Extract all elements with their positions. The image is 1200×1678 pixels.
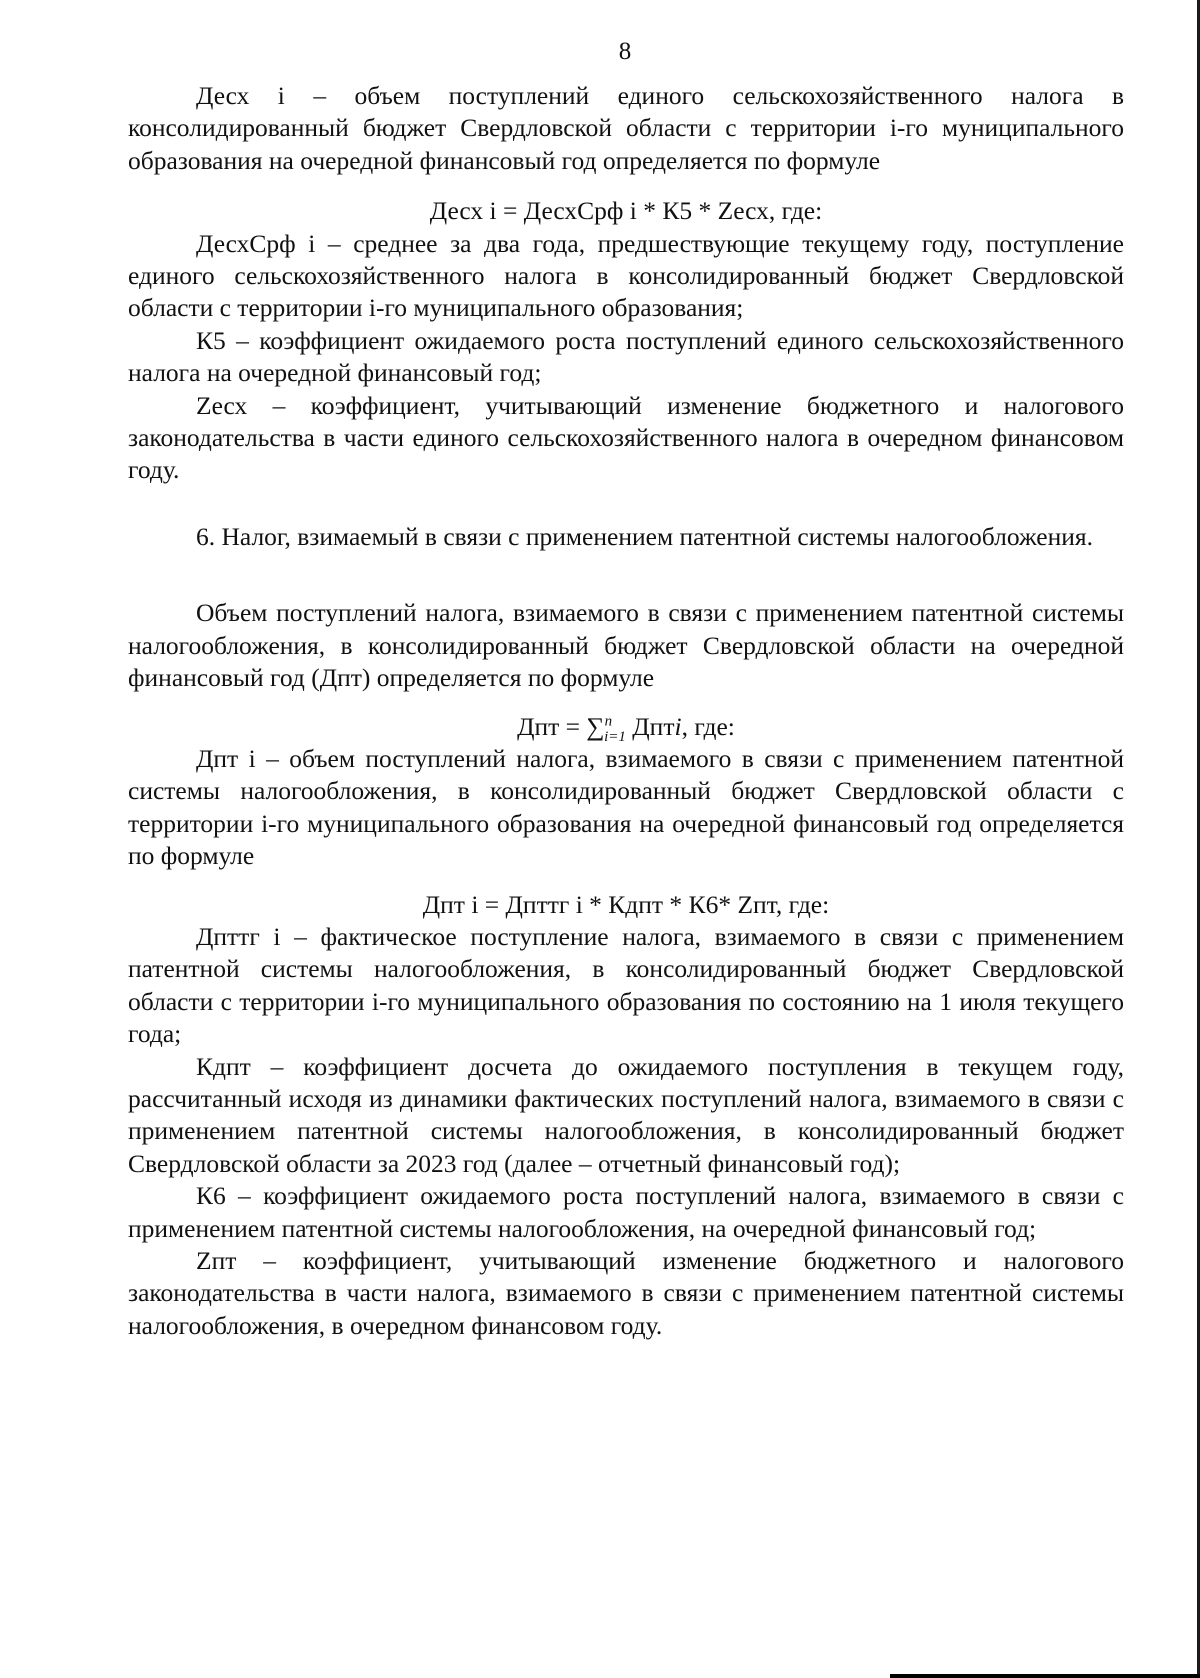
formula-desh: Десх i = ДесхСрф i * К5 * Zесх, где: <box>429 196 823 226</box>
scan-bottom-edge <box>890 1674 1200 1678</box>
formula-dpt-sum-term: Дпт <box>632 711 675 741</box>
paragraph-dpt-volume: Объем поступлений налога, взимаемого в связи с применением патентной системы налогообложения, в консолидированный бюджет Свердловской области на очередной финансовый год (Дпт) определяется по формуле <box>128 598 1124 693</box>
document-body <box>128 80 1124 1342</box>
paragraph-dpttg-definition: Дпттг i – фактическое поступление налога, взимаемого в связи с применением патентной системы налогообложения, в консолидированный бюджет Свердловской области с территории i-го муниципального образования по состоянию на 1 июля текущего года; <box>128 921 1124 1049</box>
formula-dpt-sum-sigma: ∑ <box>586 711 605 741</box>
formula-dpt-i: Дпт i = Дпттг i * Кдпт * К6* Zпт, где: <box>422 889 830 919</box>
paragraph-desh-definition: Десх i – объем поступлений единого сельскохозяйственного налога в консолидированный бюджет Свердловской области с территории i-го муниципального образования на очередной финансовый год определяется по формуле <box>128 81 1124 175</box>
paragraph-zesh-definition: Zесх – коэффициент, учитывающий изменение бюджетного и налогового законодательства в части единого сельскохозяйственного налога в очередном финансовом году. <box>128 390 1124 485</box>
formula-dpt-sum-index: i <box>674 711 682 741</box>
formula-dpt-sum-tail: , где: <box>681 711 735 741</box>
paragraph-dpt-i-definition: Дпт i – объем поступлений налога, взимаемого в связи с применением патентной системы налогообложения, в консолидированный бюджет Свердловской области с территории i-го муниципального образования на очередной финансовый год определяется по формуле <box>128 743 1124 871</box>
formula-dpt-sum-upper: n <box>604 713 613 729</box>
paragraph-kdpt-definition: Кдпт – коэффициент досчета до ожидаемого поступления в текущем году, рассчитанный исходя из динамики фактических поступлений налога, взимаемого в связи с применением патентной системы налогообложения, в консолидированный бюджет Свердловской области за 2023 год (далее – отчетный финансовый год); <box>128 1051 1124 1178</box>
paragraph-deshsrf-definition: ДесхСрф i – среднее за два года, предшествующие текущему году, поступление единого сельскохозяйственного налога в консолидированный бюджет Свердловской области с территории i-го муниципального образования; <box>128 228 1124 323</box>
paragraph-zpt-definition: Zпт – коэффициент, учитывающий изменение бюджетного и налогового законодательства в части налога, взимаемого в связи с применением патентной системы налогообложения, в очередном финансовом году. <box>128 1246 1124 1340</box>
section-heading-6: 6. Налог, взимаемый в связи с применением патентной системы налогообложения. <box>196 521 1093 551</box>
paragraph-k6-definition: К6 – коэффициент ожидаемого роста поступлений налога, взимаемого в связи с применением патентной системы налогообложения, на очередной финансовый год; <box>128 1181 1124 1243</box>
paragraph-k5-definition: К5 – коэффициент ожидаемого роста поступлений единого сельскохозяйственного налога на очередной финансовый год; <box>128 325 1124 388</box>
formula-dpt-sum <box>128 711 1124 743</box>
formula-dpt-sum-lower: i=1 <box>604 728 626 745</box>
page-number: 8 <box>618 38 632 65</box>
formula-dpt-sum-lhs: Дпт = <box>517 711 587 741</box>
